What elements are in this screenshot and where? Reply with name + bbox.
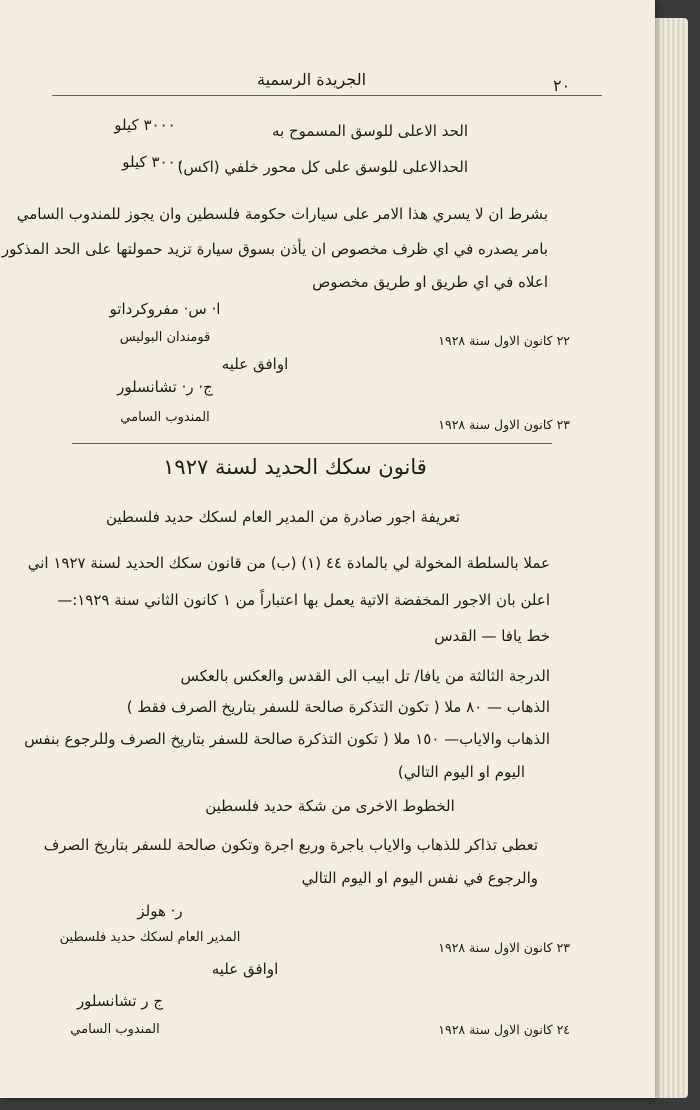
approval-1-date: ٢٣ كانون الاول سنة ١٩٢٨ [438, 417, 570, 432]
class-line: الدرجة الثالثة من يافا/ تل ابيب الى القدس والعكس بالعكس [180, 667, 550, 685]
railway-law-title: قانون سكك الحديد لسنة ١٩٢٧ [163, 455, 427, 479]
approval-1-text: اوافق عليه [221, 355, 289, 373]
section-rule [72, 443, 552, 444]
header-rule [52, 95, 602, 96]
signature-2-title: المدير العام لسكك حديد فلسطين [59, 930, 241, 945]
fare-return-line-1: الذهاب والاياب— ١٥٠ ملا ( تكون التذكرة صالحة للسفر بتاريخ الصرف وللرجوع بنفس [24, 730, 550, 748]
max-load-label: الحد الاعلى للوسق المسموح به [272, 122, 468, 140]
fare-return-line-2: اليوم او اليوم التالي) [397, 763, 525, 781]
max-axle-load-label: الحدالاعلى للوسق على كل محور خلفي (اكس) [177, 158, 468, 176]
railway-law-subtitle: تعريفة اجور صادرة من المدير العام لسكك حديد فلسطين [105, 508, 460, 526]
signature-1-date: ٢٢ كانون الاول سنة ١٩٢٨ [438, 333, 570, 348]
fare-one-way: الذهاب — ٨٠ ملا ( تكون التذكرة صالحة للسفر بتاريخ الصرف فقط ) [126, 698, 550, 716]
other-lines-heading: الخطوط الاخرى من شكة حديد فلسطين [205, 797, 455, 815]
approval-1-name: ج· ر· تشانسلور [117, 378, 213, 396]
line-heading: خط يافا — القدس [434, 627, 550, 645]
approval-2-text: اوافق عليه [211, 960, 279, 978]
condition-line-2: بامر يصدره في اي ظرف مخصوص ان يأذن بسوق سيارة تزيد حمولتها على الحد المذكور [1, 240, 548, 258]
other-lines-text-1: تعطى تذاكر للذهاب والاياب باجرة وربع اجرة وتكون صالحة للسفر بتاريخ الصرف [43, 836, 538, 854]
signature-2-name: ر· هولز [137, 902, 183, 920]
approval-2-title: المندوب السامي [70, 1022, 160, 1037]
signature-1-name: ا· س· مفروكرداتو [109, 300, 221, 318]
page-number: ٢٠ [553, 76, 571, 95]
condition-line-1: بشرط ان لا يسري هذا الامر على سيارات حكومة فلسطين وان يجوز للمندوب السامي [16, 205, 548, 223]
other-lines-text-2: والرجوع في نفس اليوم او اليوم التالي [301, 869, 538, 887]
approval-2-name: ج ر تشانسلور [76, 992, 164, 1010]
signature-1-title: قومندان البوليس [119, 330, 211, 345]
signature-2-date: ٢٣ كانون الاول سنة ١٩٢٨ [438, 940, 570, 955]
max-load-value: ٣٠٠٠ كيلو [114, 116, 176, 134]
approval-1-title: المندوب السامي [120, 410, 210, 425]
condition-line-3: اعلاه في اي طريق او طريق مخصوص [312, 273, 548, 291]
max-axle-load-value: ٣٠٠٠ كيلو [122, 153, 184, 171]
approval-2-date: ٢٤ كانون الاول سنة ١٩٢٨ [438, 1022, 570, 1037]
gazette-title: الجريدة الرسمية [257, 70, 367, 89]
intro-line-2: اعلن بان الاجور المخفضة الاتية يعمل بها اعتباراً من ١ كانون الثاني سنة ١٩٢٩:— [57, 591, 550, 609]
intro-line-1: عملا بالسلطة المخولة لي بالمادة ٤٤ (١) (ب) من قانون سكك الحديد لسنة ١٩٢٧ اني [27, 554, 550, 572]
